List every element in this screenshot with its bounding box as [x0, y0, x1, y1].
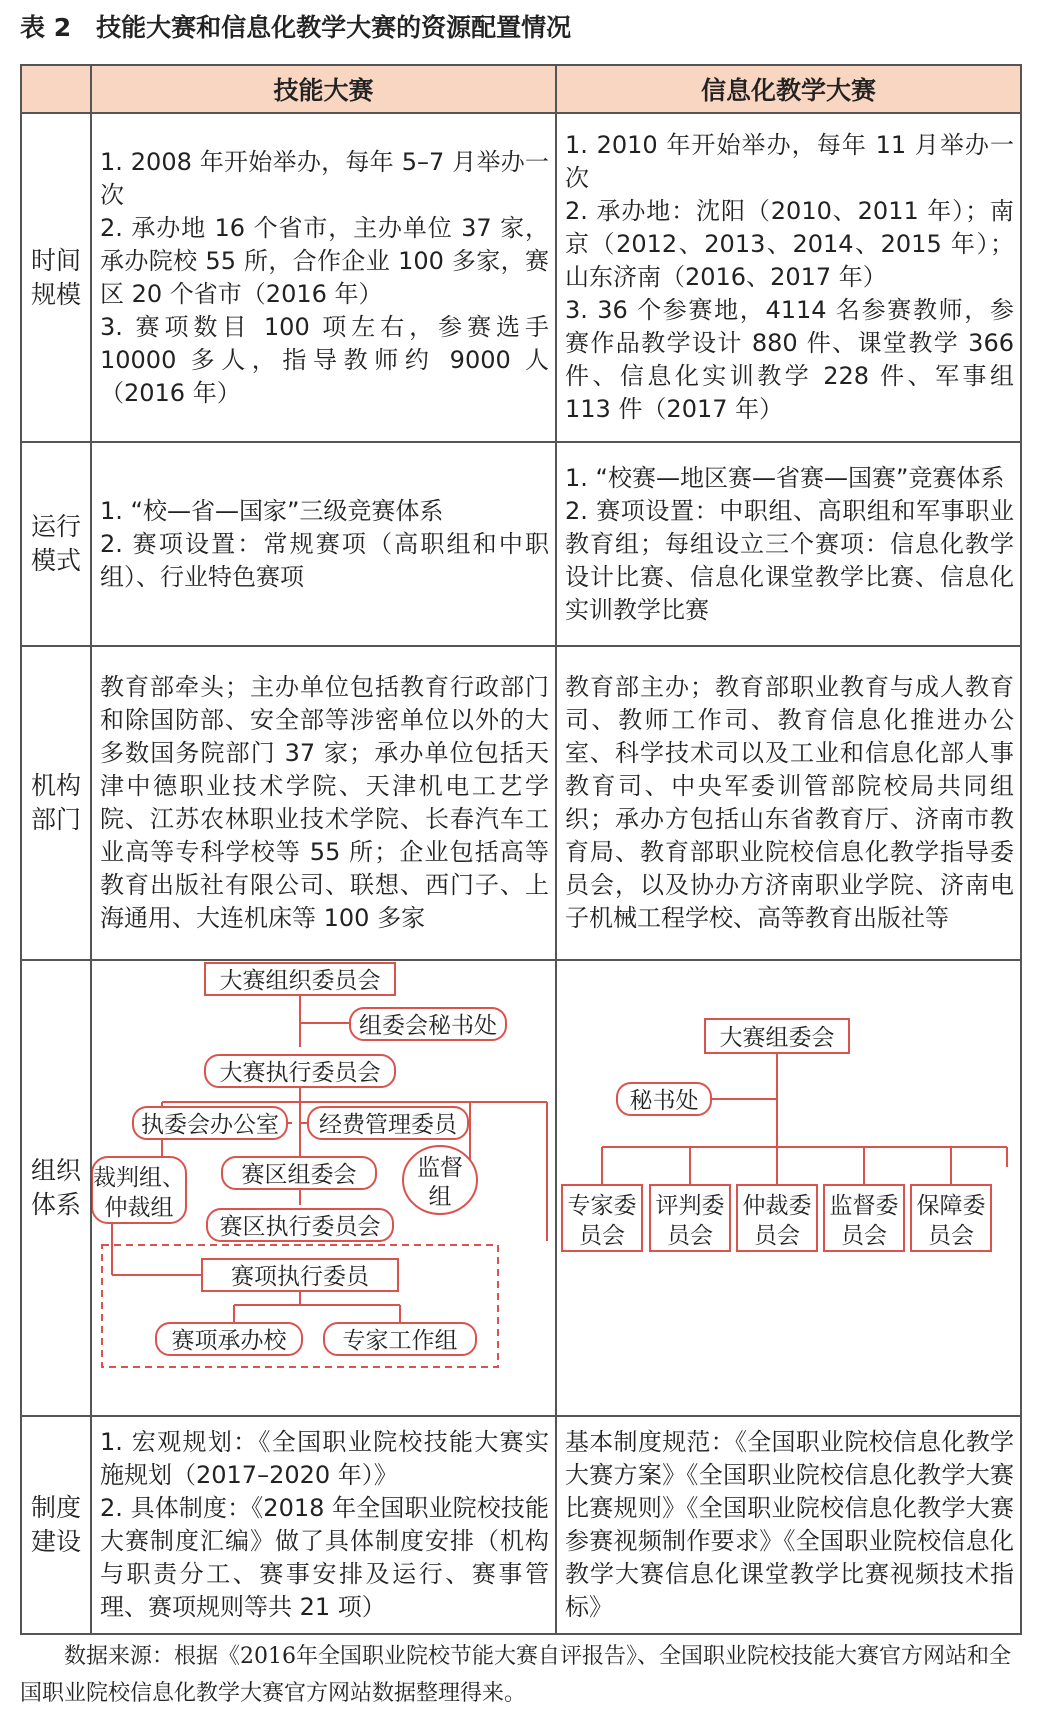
info-org-group-2b: 员会 [667, 1223, 713, 1249]
org-node-judge-2: 仲裁组 [104, 1195, 174, 1221]
row-label-time-scale: 时间 规模 [21, 113, 91, 442]
cell-info-time-scale: 1. 2010 年开始举办，每年 11 月举办一次 2. 承办地：沈阳（2010、2011 年）；南京（2012、2013、2014、2015 年）；山东济南（2016、2017 年） 3. 36 个参赛地，4114 名参赛教师，参赛作品教学设计 880 件、课堂教学 366 件、信息化实训教学 228 件、军事组 113 件（2017 年） [556, 113, 1021, 442]
info-org-group-5a: 保障委 [916, 1193, 986, 1219]
table-row-institutions [21, 646, 1021, 960]
info-org-group-3b: 员会 [754, 1223, 800, 1249]
cell-info-operation: 1. “校赛—地区赛—省赛—国赛”竞赛体系 2. 赛项设置：中职组、高职组和军事职业教育组；每组设立三个赛项：信息化教学设计比赛、信息化课堂教学比赛、信息化实训教学比赛 [556, 442, 1021, 646]
column-header-info: 信息化教学大赛 [556, 65, 1021, 113]
column-header-skill: 技能大赛 [91, 65, 556, 113]
org-node-secretariat: 组委会秘书处 [359, 1013, 497, 1039]
info-org-group-4b: 员会 [841, 1223, 887, 1249]
info-org-group-4a: 监督委 [829, 1193, 899, 1219]
row-label-organization: 组织 体系 [21, 960, 91, 1416]
org-node-expert: 专家工作组 [342, 1328, 458, 1354]
info-org-group-1b: 员会 [579, 1223, 625, 1249]
info-org-group-3a: 仲裁委 [742, 1193, 812, 1219]
corner-cell [21, 65, 91, 113]
row-label-institutions: 机构 部门 [21, 646, 91, 960]
table-row-time-scale [21, 113, 1021, 442]
org-node-region-exec: 赛区执行委员会 [219, 1214, 381, 1240]
skill-org-chart [92, 961, 557, 1411]
org-node-host: 赛项承办校 [171, 1328, 287, 1354]
row-label-operation: 运行 模式 [21, 442, 91, 646]
org-node-supervise-2: 组 [428, 1184, 452, 1210]
cell-skill-operation: 1. “校—省—国家”三级竞赛体系 2. 赛项设置：常规赛项（高职组和中职组）、行业特色赛项 [91, 442, 556, 646]
info-org-secretariat: 秘书处 [629, 1088, 699, 1114]
org-node-judge-1: 裁判组、 [93, 1165, 185, 1191]
org-node-supervise-1: 监督 [417, 1155, 463, 1181]
table-caption: 表 2 技能大赛和信息化教学大赛的资源配置情况 [20, 13, 572, 42]
cell-skill-time-scale: 1. 2008 年开始举办，每年 5–7 月举办一次 2. 承办地 16 个省市，主办单位 37 家，承办院校 55 所，合作企业 100 多家，赛区 20 个省市（2016 年） 3. 赛项数目 100 项左右，参赛选手 10000 多人，指导教师约 9000 人（2016 年） [91, 113, 556, 442]
info-org-top: 大赛组委会 [719, 1025, 835, 1051]
table-row-operation [21, 442, 1021, 646]
cell-info-organization [556, 960, 1021, 1416]
table-row-organization [21, 960, 1021, 1416]
cell-skill-organization [91, 960, 556, 1416]
org-node-office: 执委会办公室 [141, 1112, 279, 1138]
org-node-exec: 大赛执行委员会 [219, 1060, 381, 1086]
org-node-finance: 经费管理委员 [319, 1112, 457, 1138]
header-row [21, 65, 1021, 113]
info-org-group-1a: 专家委 [567, 1193, 637, 1219]
cell-info-institutions: 教育部主办；教育部职业教育与成人教育司、教师工作司、教育信息化推进办公室、科学技术司以及工业和信息化部人事教育司、中央军委训管部院校局共同组织；承办方包括山东省教育厅、济南市教育局、教育部职业院校信息化教学指导委员会，以及协办方济南职业学院、济南电子机械工程学校、高等教育出版社等 [556, 646, 1021, 960]
info-org-group-5b: 员会 [928, 1223, 974, 1249]
org-node-event-exec: 赛项执行委员 [231, 1264, 369, 1290]
info-org-chart [557, 961, 1022, 1411]
table-row-system [21, 1416, 1021, 1634]
resource-table [20, 64, 1022, 1635]
cell-info-system: 基本制度规范：《全国职业院校信息化教学大赛方案》《全国职业院校信息化教学大赛比赛规则》《全国职业院校信息化教学大赛参赛视频制作要求》《全国职业院校信息化教学大赛信息化课堂教学比赛视频技术指标》 [556, 1416, 1021, 1634]
org-node-region: 赛区组委会 [241, 1162, 357, 1188]
row-label-system: 制度 建设 [21, 1416, 91, 1634]
info-org-group-2a: 评判委 [655, 1193, 725, 1219]
cell-skill-system: 1. 宏观规划：《全国职业院校技能大赛实施规划（2017–2020 年）》 2. 具体制度：《2018 年全国职业院校技能大赛制度汇编》做了具体制度安排（机构与职责分工、赛事安排及运行、赛事管理、赛项规则等共 21 项） [91, 1416, 556, 1634]
org-node-top: 大赛组织委员会 [219, 968, 381, 994]
cell-skill-institutions: 教育部牵头；主办单位包括教育行政部门和除国防部、安全部等涉密单位以外的大多数国务院部门 37 家；承办单位包括天津中德职业技术学院、天津机电工艺学院、江苏农林职业技术学院、长春汽车工业高等专科学校等 55 所；企业包括高等教育出版社有限公司、联想、西门子、上海通用、大连机床等 100 多家 [91, 646, 556, 960]
data-source-note: 数据来源：根据《2016年全国职业院校节能大赛自评报告》、全国职业院校技能大赛官方网站和全国职业院校信息化教学大赛官方网站数据整理得来。 [20, 1644, 1011, 1706]
